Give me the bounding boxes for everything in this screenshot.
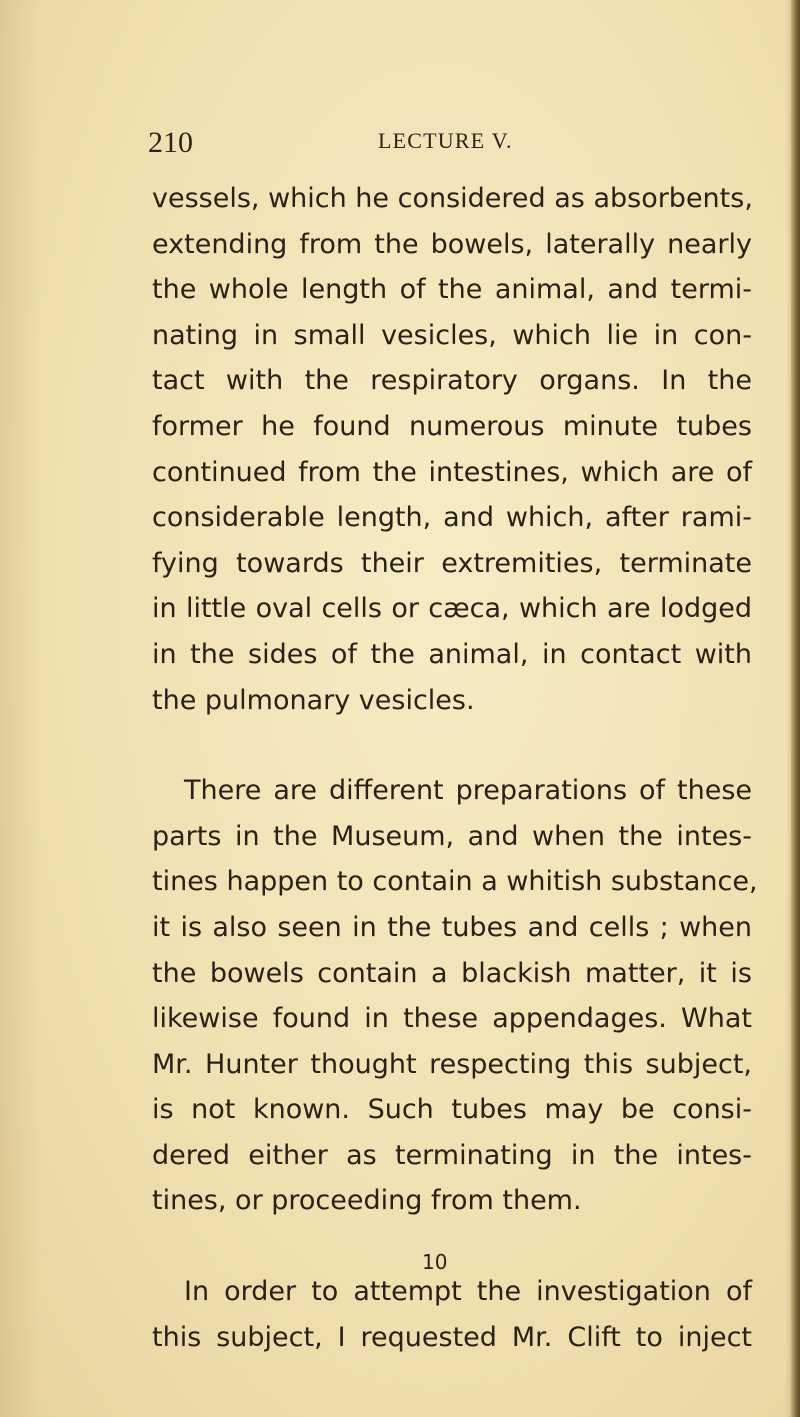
paragraph-1 xyxy=(152,176,752,723)
text-line: extending from the bowels, laterally nearly xyxy=(152,228,752,260)
running-head xyxy=(148,126,728,166)
text-line: fying towards their extremities, terminate xyxy=(152,547,752,579)
paragraph-3 xyxy=(152,1269,752,1360)
text-line: vessels, which he considered as absorbents, xyxy=(152,183,753,214)
text-line: the whole length of the animal, and termi- xyxy=(152,274,752,306)
text-line: In order to attempt the investigation of xyxy=(184,1276,752,1308)
signature-mark: 10 xyxy=(422,1250,448,1274)
text-line: the pulmonary vesicles. xyxy=(152,684,475,716)
chapter-title: LECTURE V. xyxy=(378,128,513,153)
text-line: nating in small vesicles, which lie in con- xyxy=(152,319,752,351)
text-line: in the sides of the animal, in contact with xyxy=(152,638,752,670)
text-line: considerable length, and which, after rami- xyxy=(152,502,752,534)
text-line: it is also seen in the tubes and cells ; when xyxy=(152,911,752,943)
page-number: 210 xyxy=(148,126,193,159)
text-line: dered either as terminating in the intes- xyxy=(152,1139,752,1171)
paragraph-2 xyxy=(152,768,758,1224)
text-line: tact with the respiratory organs. In the xyxy=(152,365,752,397)
text-line: is not known. Such tubes may be consi- xyxy=(152,1094,752,1126)
text-line: Mr. Hunter thought respecting this subject, xyxy=(152,1048,752,1080)
text-line: tines happen to contain a whitish substance, xyxy=(152,866,758,898)
text-line: likewise found in these appendages. What xyxy=(152,1003,752,1035)
text-line: parts in the Museum, and when the intes- xyxy=(152,820,752,852)
text-line: in little oval cells or cæca, which are lodged xyxy=(152,593,752,625)
text-line: the bowels contain a blackish matter, it is xyxy=(152,957,752,989)
text-line: There are different preparations of these xyxy=(184,775,752,807)
body-text xyxy=(152,176,758,1360)
paragraph-gap xyxy=(152,1224,752,1269)
text-line: this subject, I requested Mr. Clift to inject xyxy=(152,1321,752,1353)
text-line: former he found numerous minute tubes xyxy=(152,410,752,442)
text-line: tines, or proceeding from them. xyxy=(152,1185,582,1217)
page-edge-shadow xyxy=(791,0,800,1417)
paragraph-gap xyxy=(152,723,752,768)
text-line: continued from the intestines, which are of xyxy=(152,456,752,488)
